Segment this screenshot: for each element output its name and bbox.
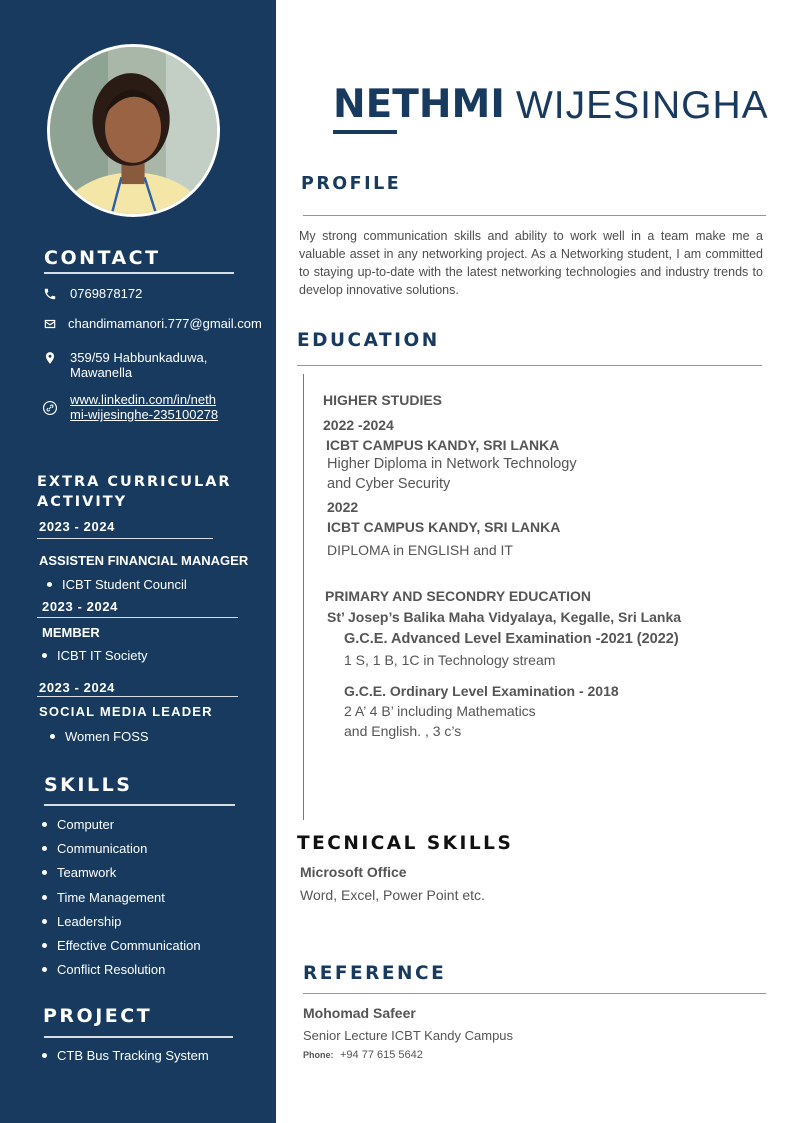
- reference-position: Senior Lecture ICBT Kandy Campus: [303, 1028, 514, 1043]
- name-first: NETHMI: [333, 82, 505, 127]
- reference-divider: [303, 993, 766, 994]
- al-exam-title: G.C.E. Advanced Level Examination -2021 (2022): [344, 631, 679, 647]
- profile-divider: [303, 215, 766, 216]
- extra-curricular-heading: [37, 472, 232, 512]
- profile-photo-image: [50, 47, 217, 214]
- contact-heading: CONTACT: [44, 247, 161, 269]
- extra-curricular-heading-line-2: ACTIVITY: [37, 494, 128, 510]
- email-address[interactable]: chandimamanori.777@gmail.com: [68, 316, 262, 331]
- skill-item: Teamwork: [42, 865, 116, 880]
- edu-entry-1-line-2: and Cyber Security: [327, 476, 451, 492]
- contact-phone: [42, 286, 142, 302]
- activity-2-role: MEMBER: [42, 625, 100, 640]
- skill-item: Computer: [42, 817, 114, 832]
- technical-skill-title: Microsoft Office: [300, 864, 407, 880]
- project-item: CTB Bus Tracking System: [42, 1048, 209, 1063]
- project-divider: [44, 1036, 233, 1038]
- activity-3-divider: [37, 696, 238, 697]
- technical-skills-heading: TECNICAL SKILLS: [297, 833, 514, 854]
- skill-item: Conflict Resolution: [42, 962, 165, 977]
- reference-phone-label: Phone:: [303, 1050, 334, 1060]
- skill-item: Communication: [42, 841, 147, 856]
- edu-entry-2-line-1: DIPLOMA in ENGLISH and IT: [327, 542, 513, 558]
- reference-name: Mohomad Safeer: [303, 1005, 416, 1021]
- reference-phone: +94 77 615 5642: [340, 1049, 423, 1061]
- email-icon: [42, 316, 58, 332]
- activity-3-role: SOCIAL MEDIA LEADER: [39, 704, 213, 719]
- activity-1-years: 2023 - 2024: [39, 519, 115, 534]
- activity-1-divider: [37, 538, 213, 539]
- reference-heading: REFERENCE: [303, 963, 447, 984]
- contact-email: [42, 316, 262, 332]
- sidebar: [0, 0, 276, 1123]
- link-icon: [42, 400, 58, 416]
- primary-education-label: PRIMARY AND SECONDRY EDUCATION: [325, 588, 592, 604]
- contact-address: [42, 350, 207, 380]
- education-divider: [297, 365, 762, 366]
- activity-1-org: ICBT Student Council: [47, 577, 187, 592]
- ol-exam-result-line-1: 2 A’ 4 B’ including Mathematics: [344, 703, 536, 719]
- education-timeline-line: [303, 374, 304, 820]
- address-line-2: Mawanella: [70, 365, 133, 380]
- ol-exam-title: G.C.E. Ordinary Level Examination - 2018: [344, 683, 619, 699]
- profile-text: My strong communication skills and ability to work well in a team make me a valuable asset in any networking project. As a Networking student, I am committed to staying up-to-date with the latest networking technologies and industry trends to develop innovative solutions.: [299, 229, 763, 297]
- profile-heading: PROFILE: [301, 174, 402, 194]
- skill-item: Time Management: [42, 890, 165, 905]
- project-heading: PROJECT: [43, 1005, 153, 1027]
- school-name: St’ Josep’s Balika Maha Vidyalaya, Kegalle, Sri Lanka: [327, 609, 682, 625]
- activity-3-org: Women FOSS: [50, 729, 149, 744]
- activity-3-years: 2023 - 2024: [39, 680, 115, 695]
- phone-number: 0769878172: [70, 286, 143, 301]
- linkedin-link-line-1[interactable]: www.linkedin.com/in/neth: [70, 392, 216, 407]
- edu-entry-1-line-1: Higher Diploma in Network Technology: [327, 456, 577, 472]
- activity-2-years: 2023 - 2024: [42, 599, 118, 614]
- edu-entry-2-year: 2022: [327, 499, 359, 515]
- edu-entry-2-school: ICBT CAMPUS KANDY, SRI LANKA: [327, 519, 561, 535]
- skills-divider: [44, 804, 235, 806]
- name-accent-bar: [333, 130, 397, 134]
- profile-photo: [47, 44, 220, 217]
- skills-heading: SKILLS: [44, 774, 133, 796]
- education-heading: EDUCATION: [297, 330, 440, 351]
- skill-item: Effective Communication: [42, 938, 201, 953]
- activity-1-role: ASSISTEN FINANCIAL MANAGER: [39, 553, 249, 568]
- ol-exam-result-line-2: and English. , 3 c’s: [344, 723, 462, 739]
- al-exam-result: 1 S, 1 B, 1C in Technology stream: [344, 652, 556, 668]
- skill-item: Leadership: [42, 914, 121, 929]
- name-last: WIJESINGHA: [516, 84, 769, 127]
- address-line-1: 359/59 Habbunkaduwa,: [70, 350, 208, 365]
- edu-entry-1-school: ICBT CAMPUS KANDY, SRI LANKA: [326, 437, 560, 453]
- phone-icon: [42, 286, 58, 302]
- linkedin-link-line-2[interactable]: mi-wijesinghe-235100278: [70, 407, 219, 422]
- contact-divider: [44, 272, 234, 274]
- technical-skill-detail: Word, Excel, Power Point etc.: [300, 887, 485, 903]
- activity-2-divider: [37, 617, 238, 618]
- extra-curricular-heading-line-1: EXTRA CURRICULAR: [37, 474, 232, 490]
- contact-linkedin: [42, 392, 218, 422]
- edu-entry-1-years: 2022 -2024: [323, 417, 394, 433]
- higher-studies-label: HIGHER STUDIES: [323, 392, 443, 408]
- activity-2-org: ICBT IT Society: [42, 648, 148, 663]
- location-pin-icon: [42, 350, 58, 366]
